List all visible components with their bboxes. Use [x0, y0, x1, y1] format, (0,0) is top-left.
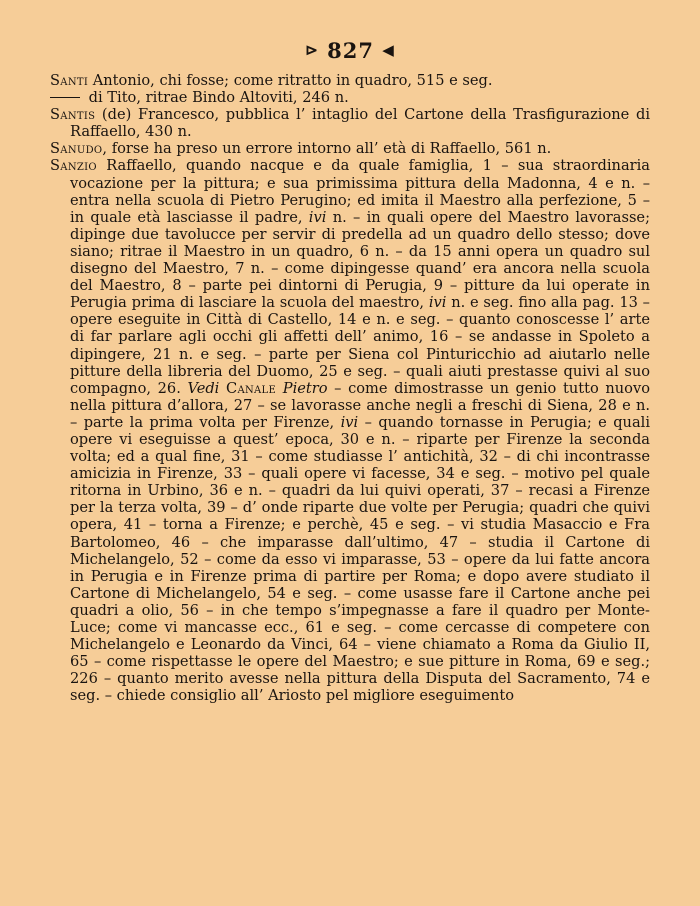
entry-text: (de) Francesco, pubblica l’ intaglio del Cartone della Trasfigurazione di Raffaello, 430 n. — [70, 106, 650, 141]
index-entry-sanudo — [50, 140, 650, 157]
index-entry-santis-francesco — [50, 106, 650, 140]
entry-text: di Tito, ritrae Bindo Altoviti, 246 n. — [84, 89, 349, 107]
entry-text: Raffaello, quando nacque e da quale famiglia, 1 – sua straordinaria vocazione per la pittura; e sua primissima pittura della Madonna, 4 e n. – entra nella scuola di Pietro Perugino; ed imita il Maestro alla perfezione, 5 – in quale età lasciasse il padre, — [70, 157, 650, 226]
ivi-reference: ivi — [308, 208, 327, 226]
entry-headword: Sanzio — [50, 157, 97, 175]
right-ornament-icon: ◀ — [382, 41, 395, 59]
entry-headword: Sanudo — [50, 140, 103, 158]
entry-text: , forse ha preso un errore intorno all’ età di Raffaello, 561 n. — [102, 140, 552, 158]
page-header — [0, 38, 700, 63]
cross-reference-firstname: Pietro — [282, 379, 328, 397]
cross-reference-name: Canale — [226, 379, 277, 397]
entry-text: n. – in quali opere del Maestro lavorasse; dipinge due tavolucce per servir di predella ad un quadro dello stesso; dove siano; ritrae il Maestro in un quadro, 6 n. – da 15 anni opera un quadro sul disegno del Maestro, 7 n. – come dipingesse quand’ era ancora nella scuola del Maestro, 8 – parte pei dintorni di Perugia, 9 – pitture da lui operate in Perugia prima di lasciare la scuola del maestro, — [70, 208, 650, 312]
page-number: 827 — [327, 38, 374, 63]
entry-text: – come dimostrasse un genio tutto nuovo nella pittura d’allora, 27 – se lavorasse anche negli a freschi di Siena, 28 e n. – parte la prima volta per Firenze, — [70, 379, 651, 431]
entry-text: – quando tornasse in Perugia; e quali opere vi eseguisse a quest’ epoca, 30 e n. – riparte per Firenze la seconda volta; ed a qual fine, 31 – come studiasse l’ antichità, 32 – di chi incontrasse amicizia in Firenze, 33 – quali opere vi facesse, 34 e seg. – motivo pel quale ritorna in Urbino, 36 e n. – quadri da lui quivi operati, 37 – recasi a Firenze per la terza volta, 39 – d’ onde riparte due volte per Perugia; quadri che quivi opera, 41 – torna a Firenze; e perchè, 45 e seg. – vi studia Masaccio e Fra Bartolomeo, 46 – che imparasse dall’ultimo, 47 – studia il Cartone di Michelangelo, 52 – come da esso vi imparasse, 53 – opere da lui fatte ancora in Perugia e in Firenze prima di partire per Roma; e dopo avere studiato il Cartone di Michelangelo, 54 e seg. – come usasse fare il Cartone anche pei quadri a olio, 56 – in che tempo s’impegnasse a fare il quadro per Monte-Luce; come vi mancasse ecc., 61 e seg. – come cercasse di competere con Michelangelo e Leonardo da Vinci, 64 – viene chiamato a Roma da Giulio II, 65 – come rispettasse le opere del Maestro; e sue pitture in Roma, 69 e seg.; 226 – quanto merito avesse nella pittura della Disputa del Sacramento, 74 e seg. – chiede consiglio all’ Ariosto pel migliore eseguimento — [70, 413, 650, 705]
entry-headword: Santi — [50, 72, 89, 89]
repeat-dash — [50, 97, 80, 98]
entry-text: Antonio, chi fosse; come ritratto in quadro, 515 e seg. — [88, 72, 493, 89]
index-entry-santi-antonio — [50, 72, 650, 89]
index-entry-sanzio-raffaello — [50, 157, 650, 704]
left-ornament-icon: ⊳ — [305, 41, 319, 59]
entry-headword: Santis — [50, 106, 96, 124]
ivi-reference: ivi — [340, 413, 359, 431]
cross-reference-vedi: Vedi — [187, 379, 220, 397]
ivi-reference: ivi — [428, 294, 447, 312]
index-entries — [50, 72, 650, 704]
entry-text: n. e seg. fino alla pag. 13 – opere eseguite in Città di Castello, 14 e n. e seg. – quanto conoscesse l’ arte di far parlare agli occhi gli affetti dell’ animo, 16 – se andasse in Spoleto a dipingere, 21 n. e seg. – parte per Siena col Pinturicchio ad aiutarlo nelle pitture della libreria del Duomo, 25 e seg. – quali aiuti prestasse quivi al suo compagno, 26. — [70, 294, 650, 397]
index-entry-santi-tito — [50, 89, 650, 106]
